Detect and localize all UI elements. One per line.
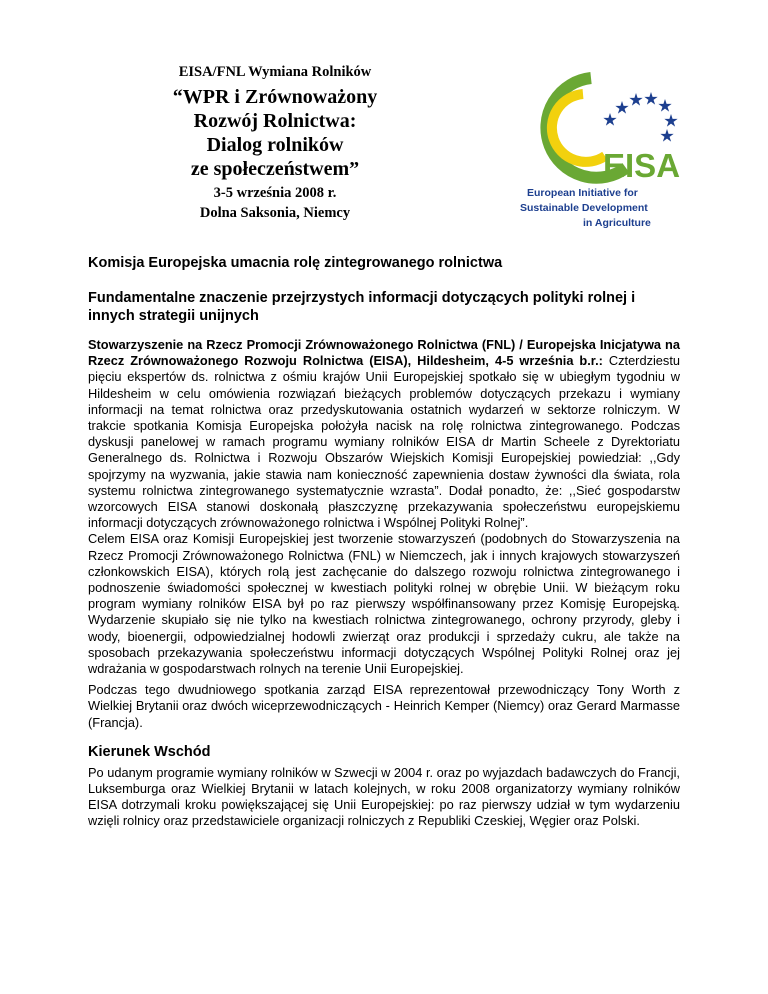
section-heading-east: Kierunek Wschód bbox=[88, 743, 211, 760]
event-title-line: Dialog rolników bbox=[206, 134, 344, 156]
logo-yellow-arc bbox=[552, 94, 605, 162]
logo-tagline-line: European Initiative for bbox=[527, 187, 638, 199]
board-paragraph: Podczas tego dwudniowego spotkania zarząd EISA reprezentował przewodniczący Tony Worth z Wielkiej Brytanii oraz dwóch wiceprzewodniczących - Heinrich Kemper (Niemcy) oraz Gerard Marmasse (Francja). bbox=[88, 682, 680, 730]
logo-wordmark: EISA bbox=[603, 147, 681, 184]
intro-lead: Stowarzyszenie na Rzecz Promocji Zrównoważonego Rolnictwa (FNL) / Europejska Inicjatywa na Rzecz Zrównoważonego Rozwoju Rolnictwa (EISA), Hildesheim, 4-5 września b.r.: bbox=[88, 337, 680, 369]
intro-paragraph bbox=[88, 337, 680, 531]
document-header bbox=[130, 62, 420, 223]
star-icon bbox=[615, 101, 628, 114]
event-dates: 3-5 września 2008 r. bbox=[213, 185, 337, 201]
logo-tagline-line: Sustainable Development bbox=[520, 202, 648, 214]
intro-body: Czterdziestu pięciu ekspertów ds. rolnictwa z ośmiu krajów Unii Europejskiej spotkało się w ubiegłym tygodniu w Hildesheim w celu omówienia rozwiązań bieżących problemów dotyczących przekazu i wymiany informacji na temat rolnictwa oraz przedyskutowania ostatnich wydarzeń w sektorze rolniczym. W trakcie spotkania Komisja Europejska położyła nacisk na rolę rolnictwa zintegrowanego. Podczas dyskusji panelowej w ramach programu wymiany rolników EISA dr Martin Scheele z Dyrektoriatu Generalnego ds. Rolnictwa i Rozwoju Obszarów Wiejskich Komisji Europejskiej powiedział: ,,Gdy spojrzymy na wyzwania, jakie stawia nam konieczność zapewnienia dostaw żywności dla świata, rola systemu rolnictwa zintegrowanego systematycznie wzrasta”. Dodał ponadto, że: ,,Sieć gospodarstw wzorcowych EISA stanowi doskonałą płaszczyznę przekazywania społeczeństwu europejskiemu informacji dotyczących zrównoważonego rolnictwa i Wspólnej Polityki Rolnej”. bbox=[88, 353, 680, 531]
star-icon bbox=[644, 92, 657, 105]
event-title-line: Rozwój Rolnictwa: bbox=[193, 110, 357, 132]
event-title-line: ze społeczeństwem” bbox=[190, 158, 360, 180]
goal-paragraph: Celem EISA oraz Komisji Europejskiej jest tworzenie stowarzyszeń (podobnych do Stowarzyszenia na Rzecz Promocji Zrównoważonego Rolnictwa (FNL) w Niemczech, jak i innych krajowych stowarzyszeń członkowskich EISA), których rolą jest zachęcanie do dalszego rozwoju rolnictwa zintegrowanego i podnoszenie świadomości społecznej w kwestiach polityki rolnej w obrębie Unii. W bieżącym roku program wymiany rolników EISA był po raz pierwszy współfinansowany przez Komisję Europejską. Wydarzenie skupiało się nie tylko na kwestiach rolnictwa zintegrowanego, ochrony przyrody, gleby i wody, bioenergii, odpowiedzialnej hodowli zwierząt oraz produkcji i sprzedaży cukru, ale także na sposobach przekazywania społeczeństwu informacji dotyczących Wspólnej Polityki Rolnej oraz jej wdrażania w gospodarstwach rolnych na terenie Unii Europejskiej. bbox=[88, 531, 680, 677]
article-body bbox=[88, 254, 680, 830]
event-title-line: “WPR i Zrównoważony bbox=[172, 86, 378, 108]
sub-headline: Fundamentalne znaczenie przejrzystych informacji dotyczących polityki rolnej i innych strategii unijnych bbox=[88, 290, 636, 324]
main-headline: Komisja Europejska umacnia rolę zintegrowanego rolnictwa bbox=[88, 255, 503, 271]
east-paragraph: Po udanym programie wymiany rolników w Szwecji w 2004 r. oraz po wyjazdach badawczych do Francji, Luksemburga oraz Wielkiej Brytanii w latach kolejnych, w roku 2008 organizatorzy wymiany rolników EISA dotrzymali kroku powiększającej się Unii Europejskiej: po raz pierwszy udział w tym wydarzeniu wzięli rolnicy oraz przedstawiciele organizacji rolniczych z Republiki Czeskiej, Węgier oraz Polski. bbox=[88, 764, 680, 829]
eisa-logo bbox=[515, 66, 685, 230]
star-icon bbox=[629, 93, 642, 106]
star-icon bbox=[664, 114, 677, 127]
logo-tagline-line: in Agriculture bbox=[583, 217, 651, 229]
event-title bbox=[130, 85, 420, 181]
star-icon bbox=[658, 99, 671, 112]
star-icon bbox=[660, 129, 673, 142]
event-location: Dolna Saksonia, Niemcy bbox=[199, 205, 351, 221]
event-series-title: EISA/FNL Wymiana Rolników bbox=[178, 64, 372, 80]
star-icon bbox=[603, 113, 616, 126]
